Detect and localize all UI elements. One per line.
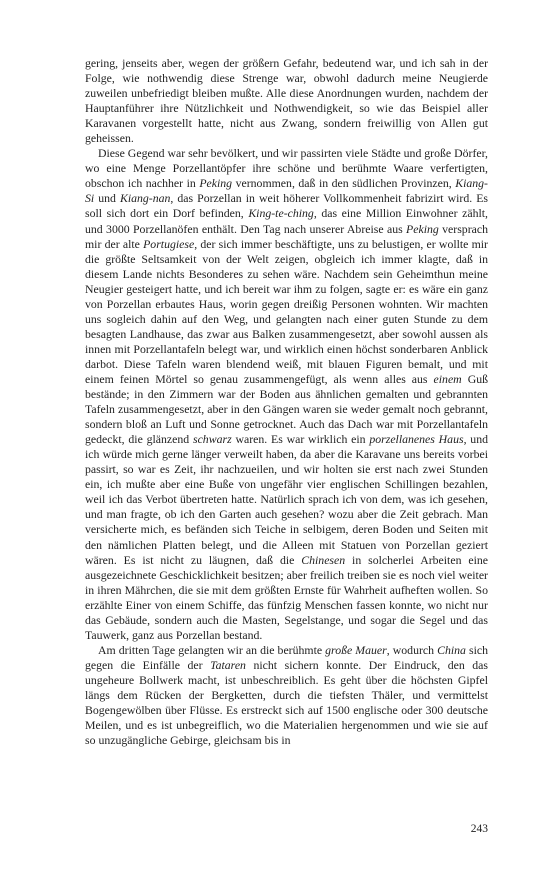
text-run: Am dritten Tage gelangten wir an die berühmte bbox=[98, 642, 326, 657]
emphasis-text: Peking bbox=[199, 176, 233, 191]
text-run: versprach mir der alte bbox=[85, 221, 488, 251]
text-run: , wodurch bbox=[386, 642, 438, 657]
text-run: waren. Es war wirklich ein bbox=[231, 432, 370, 447]
paragraph-2 bbox=[85, 146, 488, 643]
emphasis-text: porzellanenes Haus bbox=[369, 432, 464, 447]
emphasis-text: schwarz bbox=[192, 432, 232, 447]
text-run: gering, jenseits aber, wegen der größern Gefahr, bedeutend war, und ich sah in der Folge, wie nothwendig diese Strenge war, obwohl dadurch meine Neugierde zuweilen unbefriedigt bleiben mußte. Alle diese Anordnungen wurden, nachdem der Hauptanführer ihre Nützlichkeit und Nothwendigkeit, so wie das Beispiel aller Karavanen vorgestellt hatte, nicht aus Zwang, sondern freiwillig von Allen gut geheissen. bbox=[85, 56, 488, 146]
text-run: vernommen, daß in den südlichen Provinzen, bbox=[232, 176, 456, 191]
emphasis-text: Kiang-Si bbox=[85, 176, 488, 206]
emphasis-text: King-te-ching bbox=[248, 206, 314, 221]
emphasis-text: Kiang-nan bbox=[119, 191, 171, 206]
text-run: , der sich immer beschäftigte, uns zu belustigen, er wollte mir die größte Seltsamkeit von der Welt zeigen, obgleich ich immer klagte, daß in diesem Lande nichts Besonderes zu sehen wäre. Nachdem sein Geheimthun meine Neugier gesteigert hatte, und ich bereit war ihm zu folgen, sagte er: es wäre ein ganz von Porzellan erbautes Haus, worin gegen dreißig Personen wohnten. Wir machten uns sogleich dahin auf den Weg, und gelangten nach einer guten Stunde zu dem besagten Landhause, das zwar aus Balken zusammengesetzt, aber sowohl aussen als innen mit Porzellantafeln belegt war, und wirklich einen höchst sonderbaren Anblick darbot. Diese Tafeln waren blendend weiß, mit blauen Figuren bemalt, und mit einem feinen Mörtel so genau zusammengefügt, als wenn alles aus bbox=[85, 236, 488, 386]
text-run: , und ich würde mich gerne länger verweilt haben, da aber die Karavane uns bereits vorbei passirt, so war es Zeit, ihr nachzueilen, und wir holten sie erst nach zwei Stunden ein, ich mußte aber eine Buße von ungefähr vier englischen Schillingen bezahlen, weil ich das Verbot übertreten hatte. Natürlich sprach ich von dem, was ich gesehen, und man fragte, ob ich den Garten auch gesehen? wozu aber die Zeit gebrach. Man versicherte mich, es befänden sich Teiche in selbigem, deren Boden und Seiten mit den nämlichen Platten belegt, und die Alleen mit Statuen von Porzellan geziert wären. Es ist nicht zu läugnen, daß die bbox=[85, 432, 488, 567]
emphasis-text: Chinesen bbox=[301, 552, 346, 567]
emphasis-text: große Mauer bbox=[325, 642, 387, 657]
page-number: 243 bbox=[470, 823, 488, 835]
text-run: , das eine Million Einwohner zählt, und 3000 Porzellanöfen enthält. Den Tag nach unserer Abreise aus bbox=[85, 206, 488, 236]
emphasis-text: Tataren bbox=[210, 657, 246, 672]
text-run: Diese Gegend war sehr bevölkert, und wir passirten viele Städte und große Dörfer, wo eine Menge Porzellantöpfer ihre schöne und berühmte Waare verfertigten, obschon ich nachher in bbox=[85, 146, 489, 191]
text-run: sich gegen die Einfälle der bbox=[85, 642, 488, 672]
text-run: und bbox=[94, 191, 120, 206]
document-body bbox=[85, 56, 488, 748]
emphasis-text: Peking bbox=[406, 221, 439, 236]
emphasis-text: China bbox=[437, 642, 466, 657]
text-run: in solcherlei Arbeiten eine ausgezeichnete Geschicklichkeit besitzen; aber freilich treiben sie es noch viel weiter in ihren Mährchen, die sie mit dem größten Ernste für Wahrheit aufheften wollen. So erzählte Einer von einem Schiffe, das fünfzig Menschen fassen konnte, wo nicht nur das Gebäude, sondern auch die Masten, Segelstange, und sogar die Segel und das Tauwerk, ganz aus Porzellan bestand. bbox=[85, 552, 488, 642]
paragraph-1 bbox=[85, 56, 488, 146]
text-run: nicht sichern konnte. Der Eindruck, den das ungeheure Bollwerk macht, ist unbeschreiblich. Es geht über die höchsten Gipfel längs dem Rücken der Bergketten, durch die tiefsten Thäler, und vermittelst Bogengewölben über Flüsse. Es erstreckt sich auf 1500 englische oder 300 deutsche Meilen, und es ist unbegreiflich, wo die Materialien hergenommen und wie sie auf so unzugängliche Gebirge, gleichsam bis in bbox=[85, 657, 488, 748]
text-run: Guß bestände; in den Zimmern war der Boden aus ähnlichen gemalten und gebrannten Tafeln zusammengesetzt, aber in den Gängen waren sie weder gemalt noch gebrannt, sondern bloß an Luft und Sonne getrocknet. Auch das Dach war mit Porzellantafeln gedeckt, die glänzend bbox=[85, 371, 489, 447]
text-run: , das Porzellan in weit höherer Vollkommenheit fabrizirt wird. Es soll sich dort ein Dorf befinden, bbox=[85, 191, 488, 221]
paragraph-3 bbox=[85, 643, 488, 748]
emphasis-text: einem bbox=[433, 371, 462, 386]
emphasis-text: Portugiese bbox=[143, 236, 195, 251]
